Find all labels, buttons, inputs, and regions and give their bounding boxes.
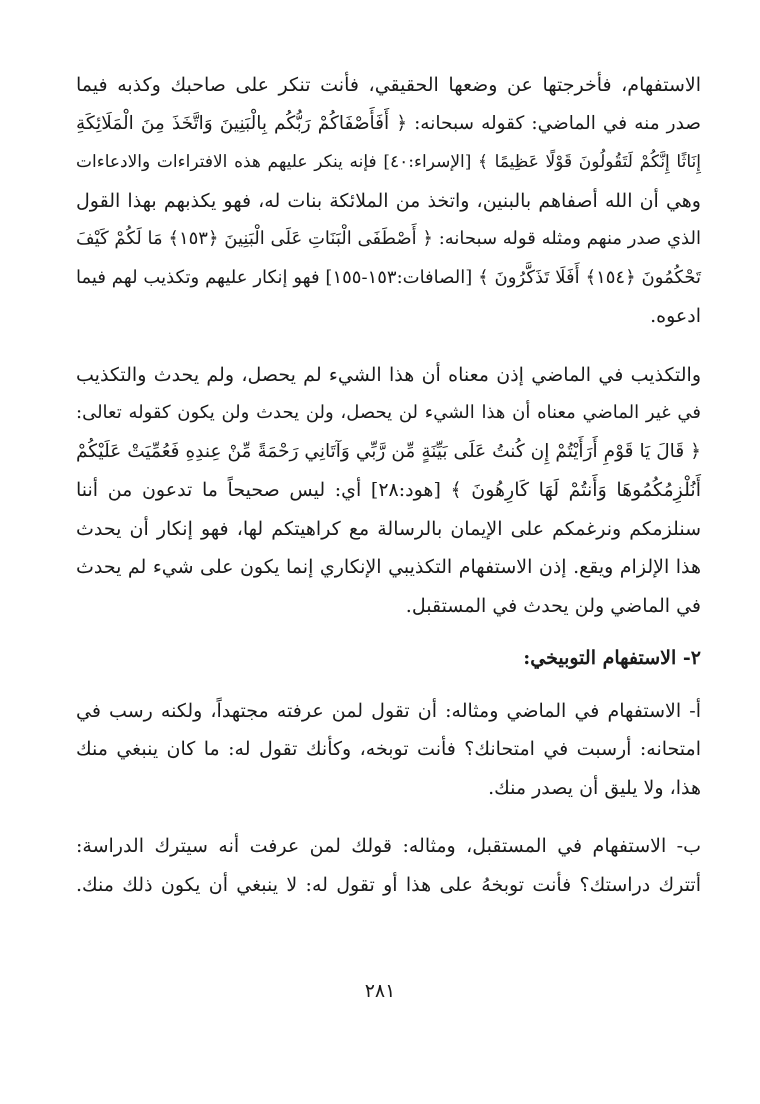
text-line: في غير الماضي معناه أن هذا الشيء لن يحصل، ولن يحدث ولن يكون كقوله تعالى: bbox=[76, 402, 701, 423]
text-line: إِنَاثًا إِنَّكُمْ لَتَقُولُونَ قَوْلًا عَظِيمًا ﴾ [الإسراء:٤٠] فإنه ينكر عليهم هذه الافتراءات والادعاءات bbox=[76, 152, 701, 172]
text-line: أ- الاستفهام في الماضي ومثاله: أن تقول لمن عرفته مجتهداً، ولكنه رسب في bbox=[76, 699, 701, 722]
paragraph-gap bbox=[76, 336, 701, 356]
paragraph-rejection-past bbox=[76, 66, 701, 336]
text-line: الاستفهام، فأخرجتها عن وضعها الحقيقي، فأنت تنكر على صاحبك وكذبه فيما bbox=[76, 74, 701, 96]
text-line: أتترك دراستك؟ فأنت توبخهُ على هذا أو تقول له: لا ينبغي أن يكون ذلك منك. bbox=[76, 873, 701, 896]
paragraph-gap bbox=[76, 807, 701, 827]
heading-text: ٢- الاستفهام التوبيخي: bbox=[523, 647, 701, 669]
text-line: امتحانه: أرسبت في امتحانك؟ فأنت توبخه، وكأنك تقول له: ما كان ينبغي منك bbox=[76, 738, 701, 760]
text-line: هذا، ولا يليق أن يصدر منك. bbox=[488, 776, 701, 799]
paragraph-gap bbox=[76, 678, 701, 692]
text-line: ب- الاستفهام في المستقبل، ومثاله: قولك لمن عرفت أنه سيترك الدراسة: bbox=[76, 835, 701, 857]
text-line: ادعوه. bbox=[650, 305, 701, 327]
page-body bbox=[76, 66, 701, 904]
paragraph-rebuke-past bbox=[76, 692, 701, 808]
text-line: أَنُلْزِمُكُمُوهَا وَأَنتُمْ لَهَا كَارِهُونَ ﴾ [هود:٢٨] أي: ليس صحيحاً ما تدعون من أننا bbox=[76, 479, 701, 501]
paragraph-rejection-future bbox=[76, 356, 701, 626]
text-line: والتكذيب في الماضي إذن معناه أن هذا الشيء لم يحصل، ولم يحدث والتكذيب bbox=[76, 363, 701, 386]
text-line: تَحْكُمُونَ ﴿١٥٤﴾ أَفَلَا تَذَكَّرُونَ ﴾ [الصافات:١٥٣-١٥٥] فهو إنكار عليهم وتكذيب لهم فيما bbox=[76, 266, 701, 288]
text-line: سنلزمكم ونرغمكم على الإيمان بالرسالة مع كراهيتكم لها، فهو إنكار أن يحدث bbox=[76, 517, 701, 540]
text-line: وهي أن الله أصفاهم بالبنين، واتخذ من الملائكة بنات له، فهو يكذبهم بهذا القول bbox=[76, 189, 701, 212]
section-heading bbox=[76, 639, 701, 678]
text-line: هذا الإلزام ويقع. إذن الاستفهام التكذيبي الإنكاري إنما يكون على شيء لم يحدث bbox=[76, 556, 701, 578]
text-line: صدر منه في الماضي: كقوله سبحانه: ﴿ أَفَأَصْفَاكُمْ رَبُّكُم بِالْبَنِينَ وَاتَّخَذَ مِنَ الْمَلَائِكَةِ bbox=[76, 112, 701, 134]
text-line: ﴿ قَالَ يَا قَوْمِ أَرَأَيْتُمْ إِن كُنتُ عَلَى بَيِّنَةٍ مِّن رَّبِّي وَآتَانِي رَحْمَةً مِّنْ عِندِهِ فَعُمِّيَتْ عَلَيْكُمْ bbox=[76, 440, 701, 462]
text-line: في الماضي ولن يحدث في المستقبل. bbox=[405, 594, 701, 617]
paragraph-rebuke-future bbox=[76, 827, 701, 904]
text-line: الذي صدر منهم ومثله قوله سبحانه: ﴿ أَصْطَفَى الْبَنَاتِ عَلَى الْبَنِينَ ﴿١٥٣﴾ مَا لَكُمْ كَيْفَ bbox=[76, 228, 701, 249]
paragraph-gap bbox=[76, 625, 701, 639]
page-number: ٢٨١ bbox=[364, 980, 396, 1002]
